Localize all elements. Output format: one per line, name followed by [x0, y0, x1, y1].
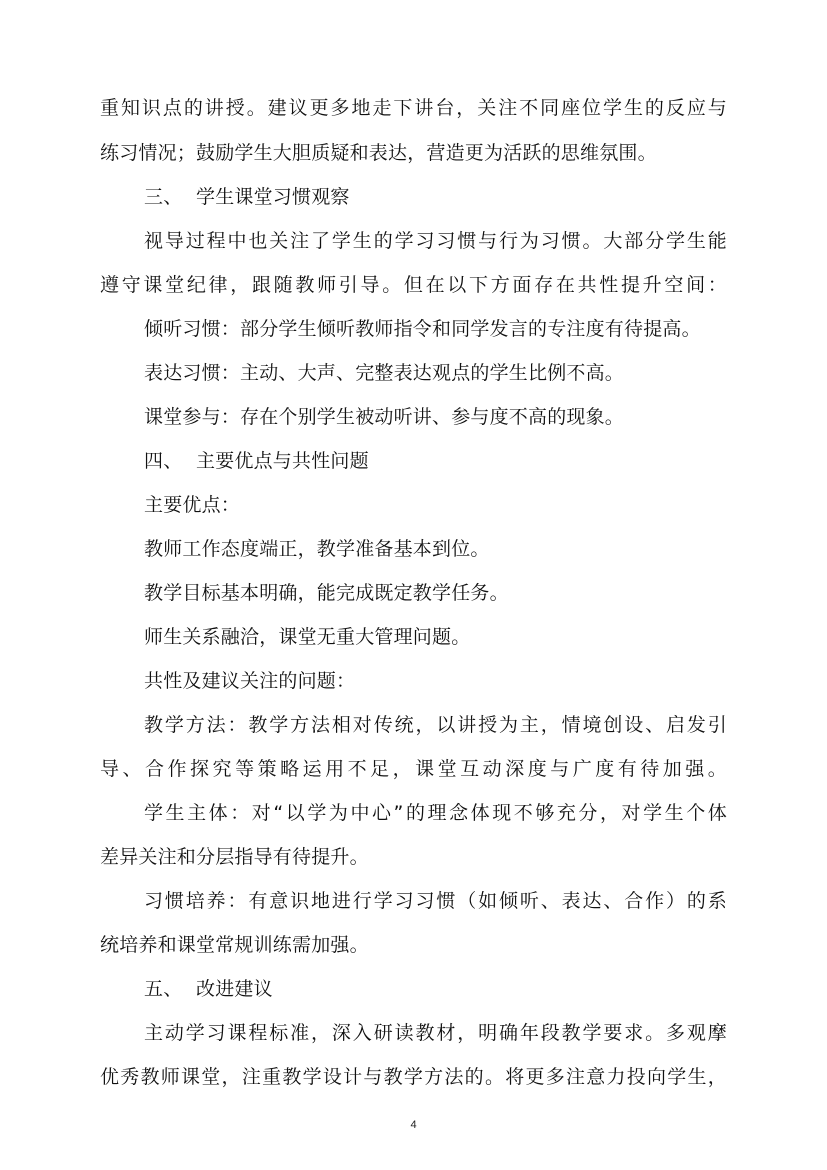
heading-title: 改进建议 [196, 978, 273, 1000]
paragraph-line: 共性及建议关注的问题： [144, 670, 356, 692]
heading-title: 学生课堂习惯观察 [196, 186, 350, 208]
paragraph-line: 倾听习惯：部分学生倾听教师指令和同学发言的专注度有待提高。 [144, 318, 701, 340]
heading-number: 三、 [144, 186, 183, 208]
paragraph-line: 优秀教师课堂，注重教学设计与教学方法的。将更多注意力投向学生， [100, 1066, 727, 1088]
page-number: 4 [410, 1119, 417, 1131]
section-heading [144, 448, 369, 474]
paragraph-line: 表达习惯：主动、大声、完整表达观点的学生比例不高。 [144, 362, 625, 384]
paragraph-line: 遵守课堂纪律，跟随教师引导。但在以下方面存在共性提升空间： [100, 274, 727, 296]
paragraph-line: 导、合作探究等策略运用不足，课堂互动深度与广度有待加强。 [100, 758, 727, 780]
heading-number: 五、 [144, 978, 183, 1000]
paragraph-line: 教师工作态度端正，教学准备基本到位。 [144, 538, 490, 560]
section-heading [144, 976, 273, 1002]
paragraph-line: 主要优点： [144, 494, 241, 516]
heading-number: 四、 [144, 450, 183, 472]
paragraph-line: 统培养和课堂常规训练需加强。 [100, 934, 369, 956]
paragraph-line: 主动学习课程标准，深入研读教材，明确年段教学要求。多观摩 [144, 1022, 727, 1044]
paragraph-line: 差异关注和分层指导有待提升。 [100, 846, 369, 868]
paragraph-line: 练习情况；鼓励学生大胆质疑和表达，营造更为活跃的思维氛围。 [100, 142, 657, 164]
paragraph-line: 学生主体：对“以学为中心”的理念体现不够充分，对学生个体 [144, 802, 727, 824]
paragraph-line: 习惯培养：有意识地进行学习习惯（如倾听、表达、合作）的系 [144, 890, 727, 912]
paragraph-line: 视导过程中也关注了学生的学习习惯与行为习惯。大部分学生能 [144, 230, 727, 252]
paragraph-line: 师生关系融洽，课堂无重大管理问题。 [144, 626, 471, 648]
paragraph-line: 课堂参与：存在个别学生被动听讲、参与度不高的现象。 [144, 406, 625, 428]
paragraph-line: 教学方法：教学方法相对传统，以讲授为主，情境创设、启发引 [144, 714, 727, 736]
section-heading [144, 184, 350, 210]
paragraph-line: 重知识点的讲授。建议更多地走下讲台，关注不同座位学生的反应与 [100, 97, 727, 119]
heading-title: 主要优点与共性问题 [196, 450, 369, 472]
paragraph-line: 教学目标基本明确，能完成既定教学任务。 [144, 582, 509, 604]
